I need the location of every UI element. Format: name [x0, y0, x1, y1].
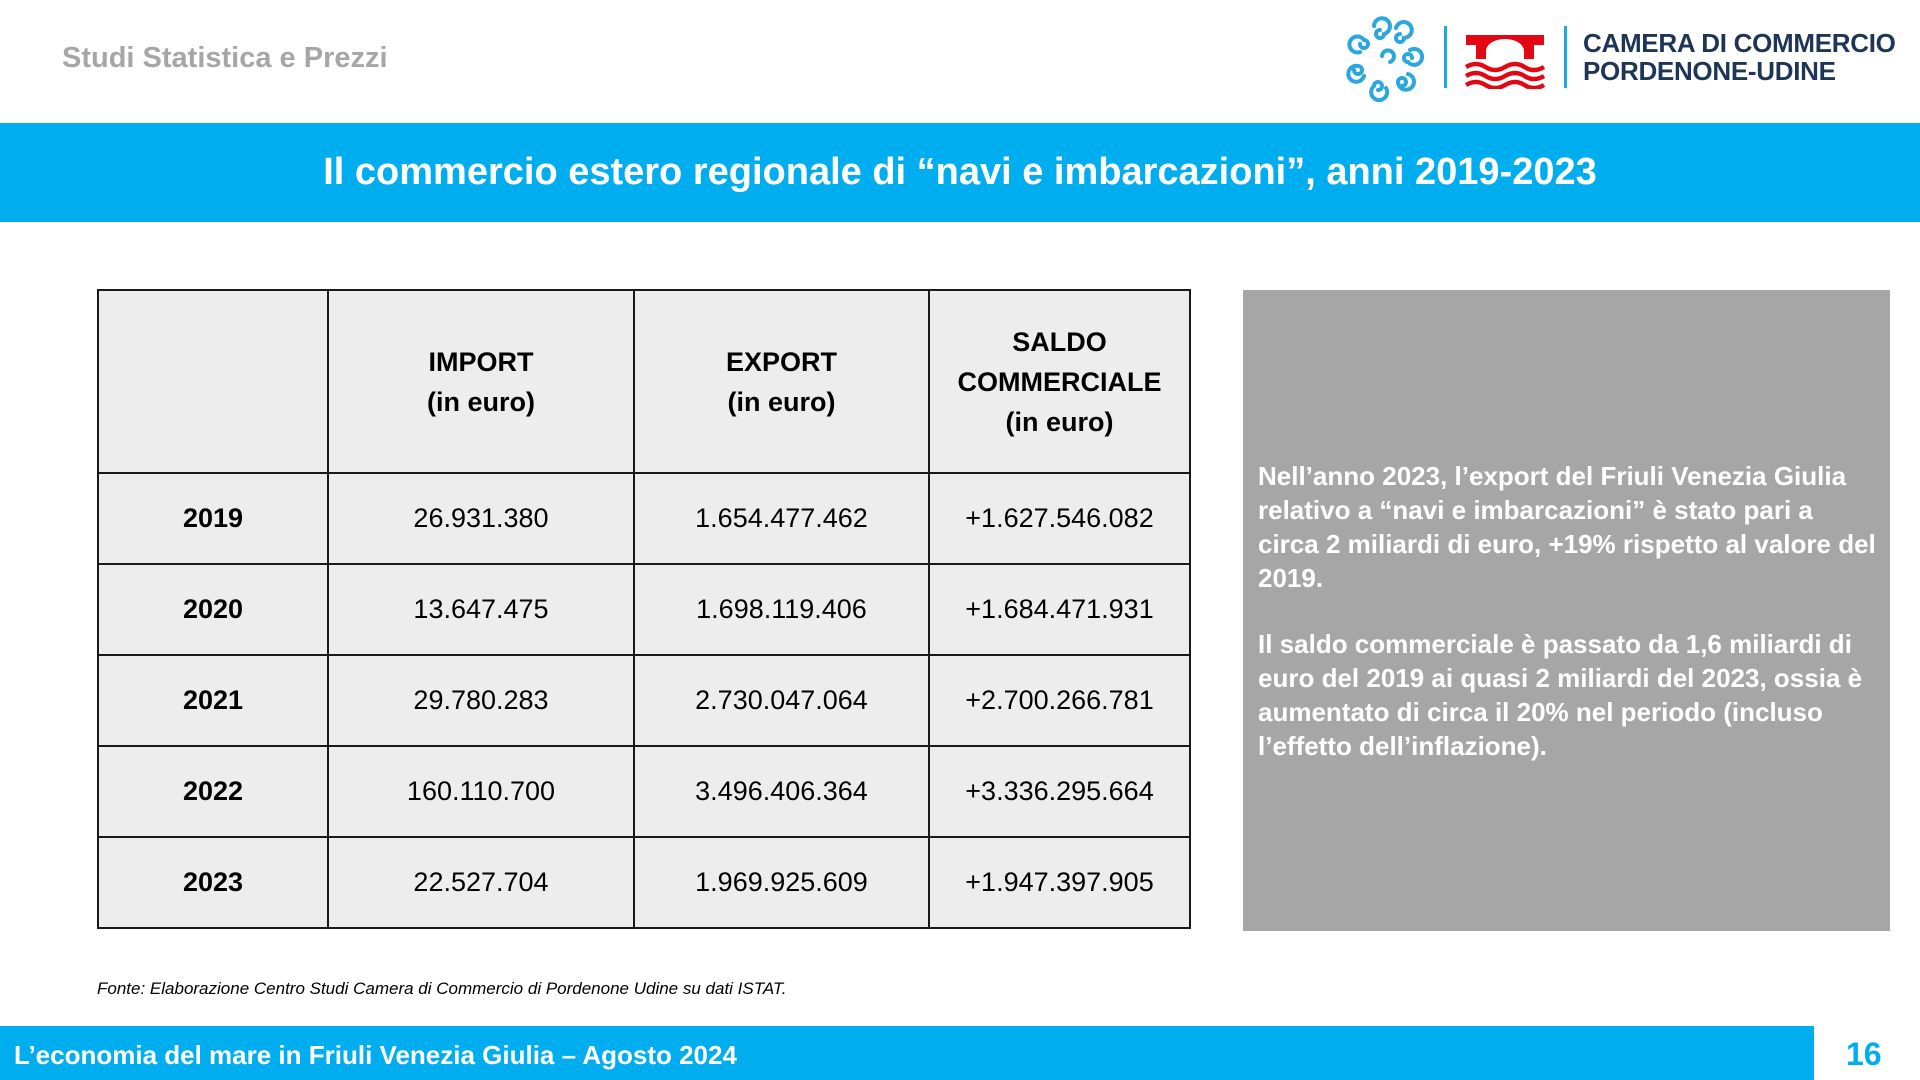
- pordenone-udine-bridge-waves-icon: [1462, 29, 1548, 89]
- header-cell-import: [328, 290, 634, 473]
- table-row: [98, 473, 1190, 564]
- year-cell: 2022: [98, 746, 328, 837]
- logo-divider: [1564, 26, 1567, 88]
- import-cell: 13.647.475: [328, 564, 634, 655]
- import-cell: 22.527.704: [328, 837, 634, 928]
- footer-band: [0, 1026, 1814, 1080]
- title-band: [0, 123, 1920, 222]
- logo-org-name-line1: CAMERA DI COMMERCIO: [1583, 28, 1896, 58]
- page-number: 16: [1846, 1036, 1882, 1072]
- year-cell: 2023: [98, 837, 328, 928]
- year-cell: 2019: [98, 473, 328, 564]
- header-cell-year: [98, 290, 328, 473]
- commentary-paragraph: Il saldo commerciale è passato da 1,6 miliardi di euro del 2019 ai quasi 2 miliardi del 2023, ossia è aumentato di circa il 20% nel periodo (incluso l’effetto dell’inflazione).: [1258, 628, 1863, 761]
- table-row: [98, 655, 1190, 746]
- header-line: IMPORT: [428, 346, 534, 377]
- saldo-cell: +1.627.546.082: [929, 473, 1190, 564]
- trade-table: [97, 289, 1191, 929]
- header-cell-export: [634, 290, 929, 473]
- year-cell: 2020: [98, 564, 328, 655]
- slide-title: Il commercio estero regionale di “navi e imbarcazioni”, anni 2019-2023: [323, 151, 1597, 193]
- header-line: SALDO: [1012, 326, 1107, 357]
- import-cell: 26.931.380: [328, 473, 634, 564]
- header-line: EXPORT: [725, 346, 838, 377]
- saldo-cell: +1.684.471.931: [929, 564, 1190, 655]
- logo-org-name-line2: PORDENONE-UDINE: [1583, 56, 1836, 86]
- import-cell: 160.110.700: [328, 746, 634, 837]
- logo-org-name: [1583, 29, 1896, 85]
- footer-text: L’economia del mare in Friuli Venezia Giulia – Agosto 2024: [14, 1040, 737, 1070]
- source-note: Fonte: Elaborazione Centro Studi Camera di Commercio di Pordenone Udine su dati ISTAT.: [97, 979, 787, 998]
- export-cell: 1.698.119.406: [634, 564, 929, 655]
- chamber-of-commerce-swirl-icon: [1344, 16, 1430, 102]
- table-header-row: [98, 290, 1190, 473]
- saldo-cell: +1.947.397.905: [929, 837, 1190, 928]
- header-line: (in euro): [1005, 406, 1114, 437]
- export-cell: 2.730.047.064: [634, 655, 929, 746]
- logo-divider: [1444, 26, 1447, 88]
- header-cell-saldo: [929, 290, 1190, 473]
- header-line: COMMERCIALE: [957, 366, 1162, 397]
- import-cell: 29.780.283: [328, 655, 634, 746]
- chamber-logo: [1340, 16, 1900, 102]
- header-line: (in euro): [727, 386, 836, 417]
- table-row: [98, 837, 1190, 928]
- header-line: (in euro): [427, 386, 535, 417]
- export-cell: 1.969.925.609: [634, 837, 929, 928]
- table-row: [98, 564, 1190, 655]
- export-cell: 1.654.477.462: [634, 473, 929, 564]
- export-cell: 3.496.406.364: [634, 746, 929, 837]
- saldo-cell: +3.336.295.664: [929, 746, 1190, 837]
- commentary-box: [1243, 290, 1890, 931]
- section-label: Studi Statistica e Prezzi: [62, 42, 388, 74]
- saldo-cell: +2.700.266.781: [929, 655, 1190, 746]
- table-row: [98, 746, 1190, 837]
- table-body: [98, 473, 1190, 928]
- commentary-paragraph: Nell’anno 2023, l’export del Friuli Venezia Giulia relativo a “navi e imbarcazioni” è stato pari a circa 2 miliardi di euro, +19% rispetto al valore del 2019.: [1258, 460, 1876, 593]
- table-header: [98, 290, 1190, 473]
- year-cell: 2021: [98, 655, 328, 746]
